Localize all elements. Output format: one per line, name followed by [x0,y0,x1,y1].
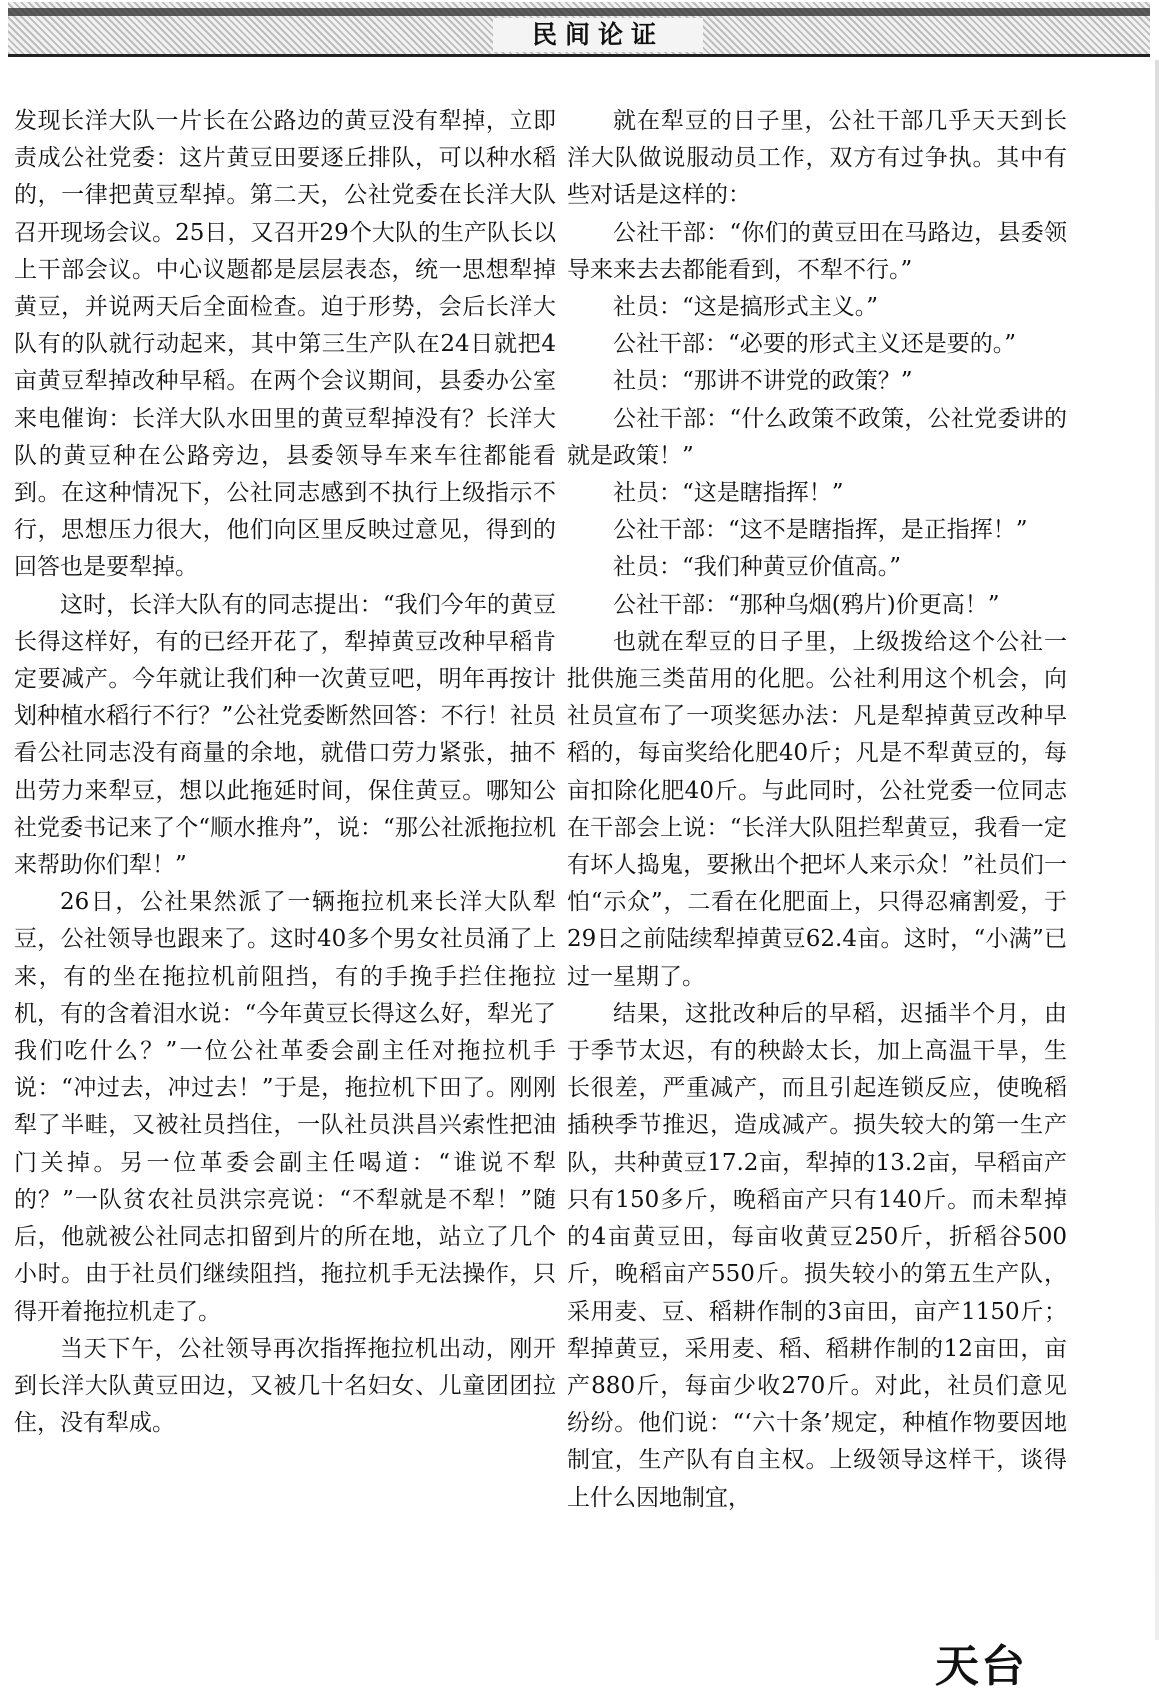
paragraph: 26日，公社果然派了一辆拖拉机来长洋大队犁豆，公社领导也跟来了。这时40多个男女社员涌了上来，有的坐在拖拉机前阻挡，有的手挽手拦住拖拉机，有的含着泪水说：“今年黄豆长得这么好，犁光了我们吃什么？”一位公社革委会副主任对拖拉机手说：“冲过去，冲过去！”于是，拖拉机下田了。刚刚犁了半畦，又被社员挡住，一队社员洪昌兴索性把油门关掉。另一位革委会副主任喝道：“谁说不犁的？”一队贫农社员洪宗亮说：“不犁就是不犁！”随后，他就被公社同志扣留到片的所在地，站立了几个小时。由于社员们继续阻挡，拖拉机手无法操作，只得开着拖拉机走了。 [14,889,556,1325]
section-title: 民间论证 [493,18,703,52]
publication-logo: 天台 [935,1641,1027,1692]
left-column [14,103,556,1442]
scan-edge-shadow [1155,60,1159,1640]
page-header [8,2,1150,57]
paragraph: 这时，长洋大队有的同志提出：“我们今年的黄豆长得这样好，有的已经开花了，犁掉黄豆改种早稻肯定要减产。今年就让我们种一次黄豆吧，明年再按计划种植水稻行不行？”公社党委断然回答：不行！社员看公社同志没有商量的余地，就借口劳力紧张，抽不出劳力来犁豆，想以此拖延时间，保住黄豆。哪知公社党委书记来了个“顺水推舟”，说：“那公社派拖拉机来帮助你们犁！” [14,591,556,879]
paragraph: 就在犁豆的日子里，公社干部几乎天天到长洋大队做说服动员工作，双方有过争执。其中有些对话是这样的： [567,108,1067,209]
dialogue-line: 社员：“这是瞎指挥！” [613,480,844,507]
header-band [8,8,1150,16]
paragraph: 也就在犁豆的日子里，上级拨给这个公社一批供施三类苗用的化肥。公社利用这个机会，向社员宣布了一项奖惩办法：凡是犁掉黄豆改种早稻的，每亩奖给化肥40斤；凡是不犁黄豆的，每亩扣除化肥40斤。与此同时，公社党委一位同志在干部会上说：“长洋大队阻拦犁黄豆，我看一定有坏人捣鬼，要揪出个把坏人来示众！”社员们一怕“示众”，二看在化肥面上，只得忍痛割爱，于29日之前陆续犁掉黄豆62.4亩。这时，“小满”已过一星期了。 [567,628,1067,990]
dialogue-line: 公社干部：“这不是瞎指挥，是正指挥！” [613,517,1028,544]
dialogue-line: 公社干部：“那种乌烟(鸦片)价更高！” [613,591,1000,618]
dialogue-line: 公社干部：“什么政策不政策，公社党委讲的就是政策！” [567,405,1067,469]
dialogue-line: 社员：“那讲不讲党的政策？” [613,368,913,395]
dialogue-line: 公社干部：“你们的黄豆田在马路边，县委领导来来去去都能看到，不犁不行。” [567,219,1067,283]
paragraph: 当天下午，公社领导再次指挥拖拉机出动，刚开到长洋大队黄豆田边，又被几十名妇女、儿童团团拉住，没有犁成。 [14,1335,556,1437]
right-column [567,103,1067,1517]
paragraph: 结果，这批改种后的早稻，迟插半个月，由于季节太迟，有的秧龄太长，加上高温干旱，生长很差，严重减产，而且引起连锁反应，使晚稻插秧季节推迟，造成减产。损失较大的第一生产队，共种黄豆17.2亩，犁掉的13.2亩，早稻亩产只有150多斤，晚稻亩产只有140斤。而未犁掉的4亩黄豆田，每亩收黄豆250斤，折稻谷500斤，晚稻亩产550斤。损失较小的第五生产队，采用麦、豆、稻耕作制的3亩田，亩产1150斤；犁掉黄豆，采用麦、稻、稻耕作制的12亩田，亩产880斤，每亩少收270斤。对此，社员们意见纷纷。他们说：“‘六十条’规定，种植作物要因地制宜，生产队有自主权。上级领导这样干，谈得上什么因地制宜， [567,1000,1067,1511]
dialogue-line: 社员：“这是搞形式主义。” [613,294,879,321]
dialogue-line: 公社干部：“必要的形式主义还是要的。” [613,331,1017,358]
paragraph: 发现长洋大队一片长在公路边的黄豆没有犁掉，立即责成公社党委：这片黄豆田要逐丘排队，可以种水稻的，一律把黄豆犁掉。第二天，公社党委在长洋大队召开现场会议。25日，又召开29个大队的生产队长以上干部会议。中心议题都是层层表态，统一思想犁掉黄豆，并说两天后全面检查。迫于形势，会后长洋大队有的队就行动起来，其中第三生产队在24日就把4亩黄豆犁掉改种早稻。在两个会议期间，县委办公室来电催询：长洋大队水田里的黄豆犁掉没有？长洋大队的黄豆种在公路旁边，县委领导车来车往都能看到。在这种情况下，公社同志感到不执行上级指示不行，思想压力很大，他们向区里反映过意见，得到的回答也是要犁掉。 [14,108,556,581]
dialogue-line: 社员：“我们种黄豆价值高。” [613,554,902,581]
